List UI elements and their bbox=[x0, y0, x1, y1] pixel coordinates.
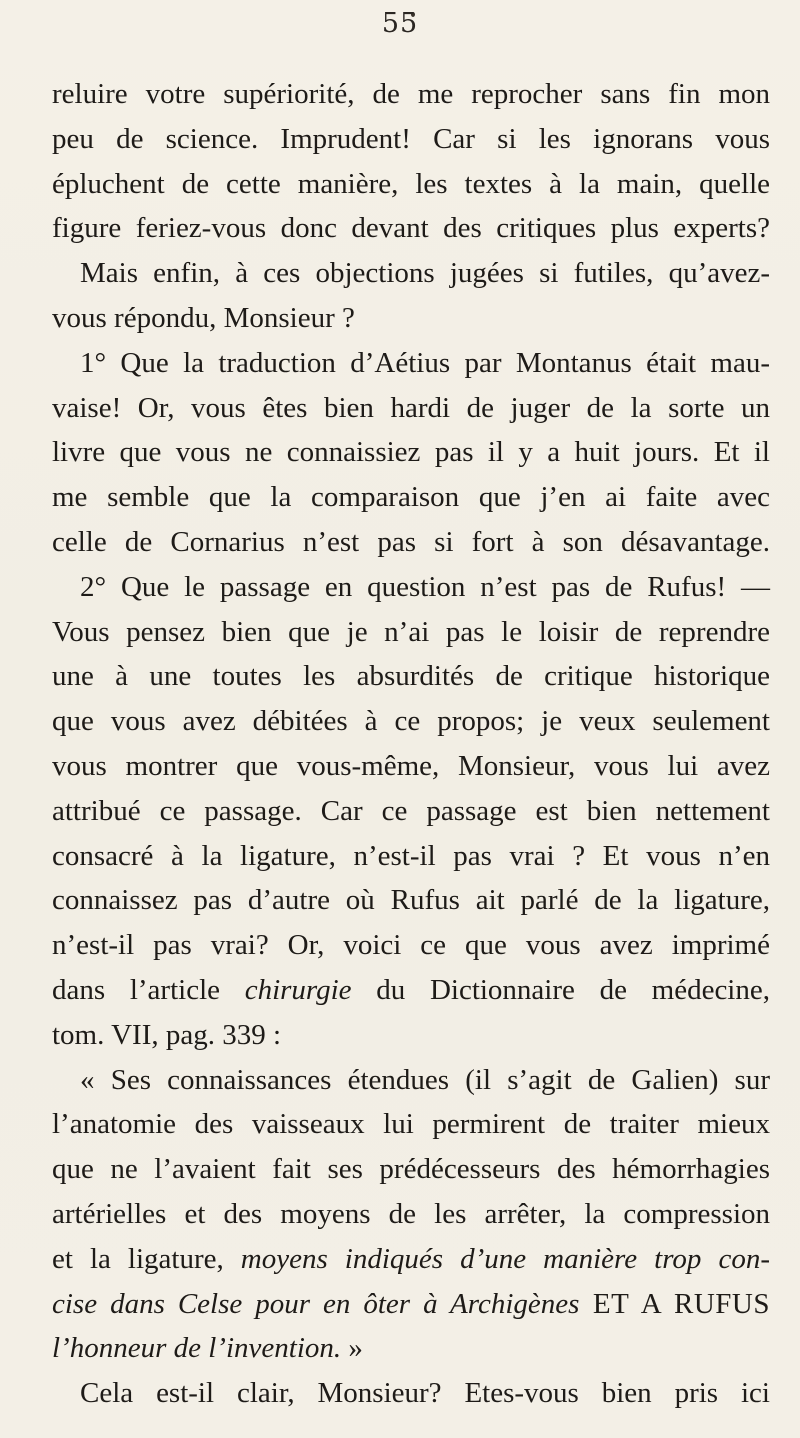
text-line: cise dans Celse pour en ôter à Archigènes ET A RUFUS bbox=[52, 1287, 771, 1320]
text-line: connaissez pas d’autre où Rufus ait parlé de la ligature, bbox=[52, 884, 770, 917]
text-line: épluchent de cette manière, les textes à la main, quelle bbox=[52, 167, 770, 200]
text-line: l’anatomie des vaisseaux lui permirent de traiter mieux bbox=[52, 1108, 770, 1141]
text-line: me semble que la comparaison que j’en ai faite avec bbox=[52, 481, 770, 514]
text-line: une à une toutes les absurdités de critique historique bbox=[52, 660, 770, 693]
italic-quote: moyens indiqués d’une manière trop con- bbox=[240, 1242, 770, 1275]
text-line: l’honneur de l’invention. » bbox=[52, 1332, 363, 1365]
text-line: artérielles et des moyens de les arrêter, la compression bbox=[52, 1197, 770, 1230]
italic-quote: cise dans Celse pour en ôter à Archigènes bbox=[52, 1287, 580, 1320]
text-line: reluire votre supériorité, de me reprocher sans fin mon bbox=[52, 78, 770, 110]
text-line: attribué ce passage. Car ce passage est bien nettement bbox=[52, 794, 770, 827]
text-line: Vous pensez bien que je n’ai pas le loisir de reprendre bbox=[52, 615, 770, 648]
text-line: vaise! Or, vous êtes bien hardi de juger de la sorte un bbox=[52, 391, 770, 424]
italic-quote: l’honneur de l’invention. bbox=[52, 1332, 342, 1365]
text-line: n’est-il pas vrai? Or, voici ce que vous avez imprimé bbox=[52, 929, 770, 962]
text-line: et la ligature, moyens indiqués d’une manière trop con- bbox=[52, 1242, 770, 1275]
text-line: « Ses connaissances étendues (il s’agit de Galien) sur bbox=[80, 1063, 770, 1096]
text-line: que vous avez débitées à ce propos; je veux seulement bbox=[52, 705, 770, 738]
text-line: tom. VII, pag. 339 : bbox=[52, 1018, 282, 1051]
text-line: dans l’article chirurgie du Dictionnaire de médecine, bbox=[52, 973, 770, 1006]
text-line: que ne l’avaient fait ses prédécesseurs des hémorrhagies bbox=[52, 1153, 770, 1186]
text-line: Cela est-il clair, Monsieur? Etes-vous bien pris ici bbox=[80, 1377, 770, 1410]
text-line: peu de science. Imprudent! Car si les ignorans vous bbox=[52, 122, 770, 155]
text-line: 2° Que le passage en question n’est pas de Rufus! — bbox=[80, 570, 770, 603]
text-line: vous montrer que vous-même, Monsieur, vous lui avez bbox=[52, 749, 770, 782]
text-line: livre que vous ne connaissiez pas il y a huit jours. Et il bbox=[52, 436, 770, 469]
body-text bbox=[52, 72, 770, 1416]
text-line: Mais enfin, à ces objections jugées si futiles, qu’avez- bbox=[80, 257, 770, 290]
italic-term: chirurgie bbox=[244, 973, 352, 1006]
page-number: 55 bbox=[381, 8, 419, 39]
text-line: 1° Que la traduction d’Aétius par Montanus était mau- bbox=[80, 346, 770, 379]
text-line: vous répondu, Monsieur ? bbox=[52, 301, 355, 334]
text-line: celle de Cornarius n’est pas si fort à son désavantage. bbox=[52, 525, 770, 558]
text-line: figure feriez-vous donc devant des critiques plus experts? bbox=[52, 212, 770, 245]
text-line: consacré à la ligature, n’est-il pas vrai ? Et vous n’en bbox=[52, 839, 770, 872]
